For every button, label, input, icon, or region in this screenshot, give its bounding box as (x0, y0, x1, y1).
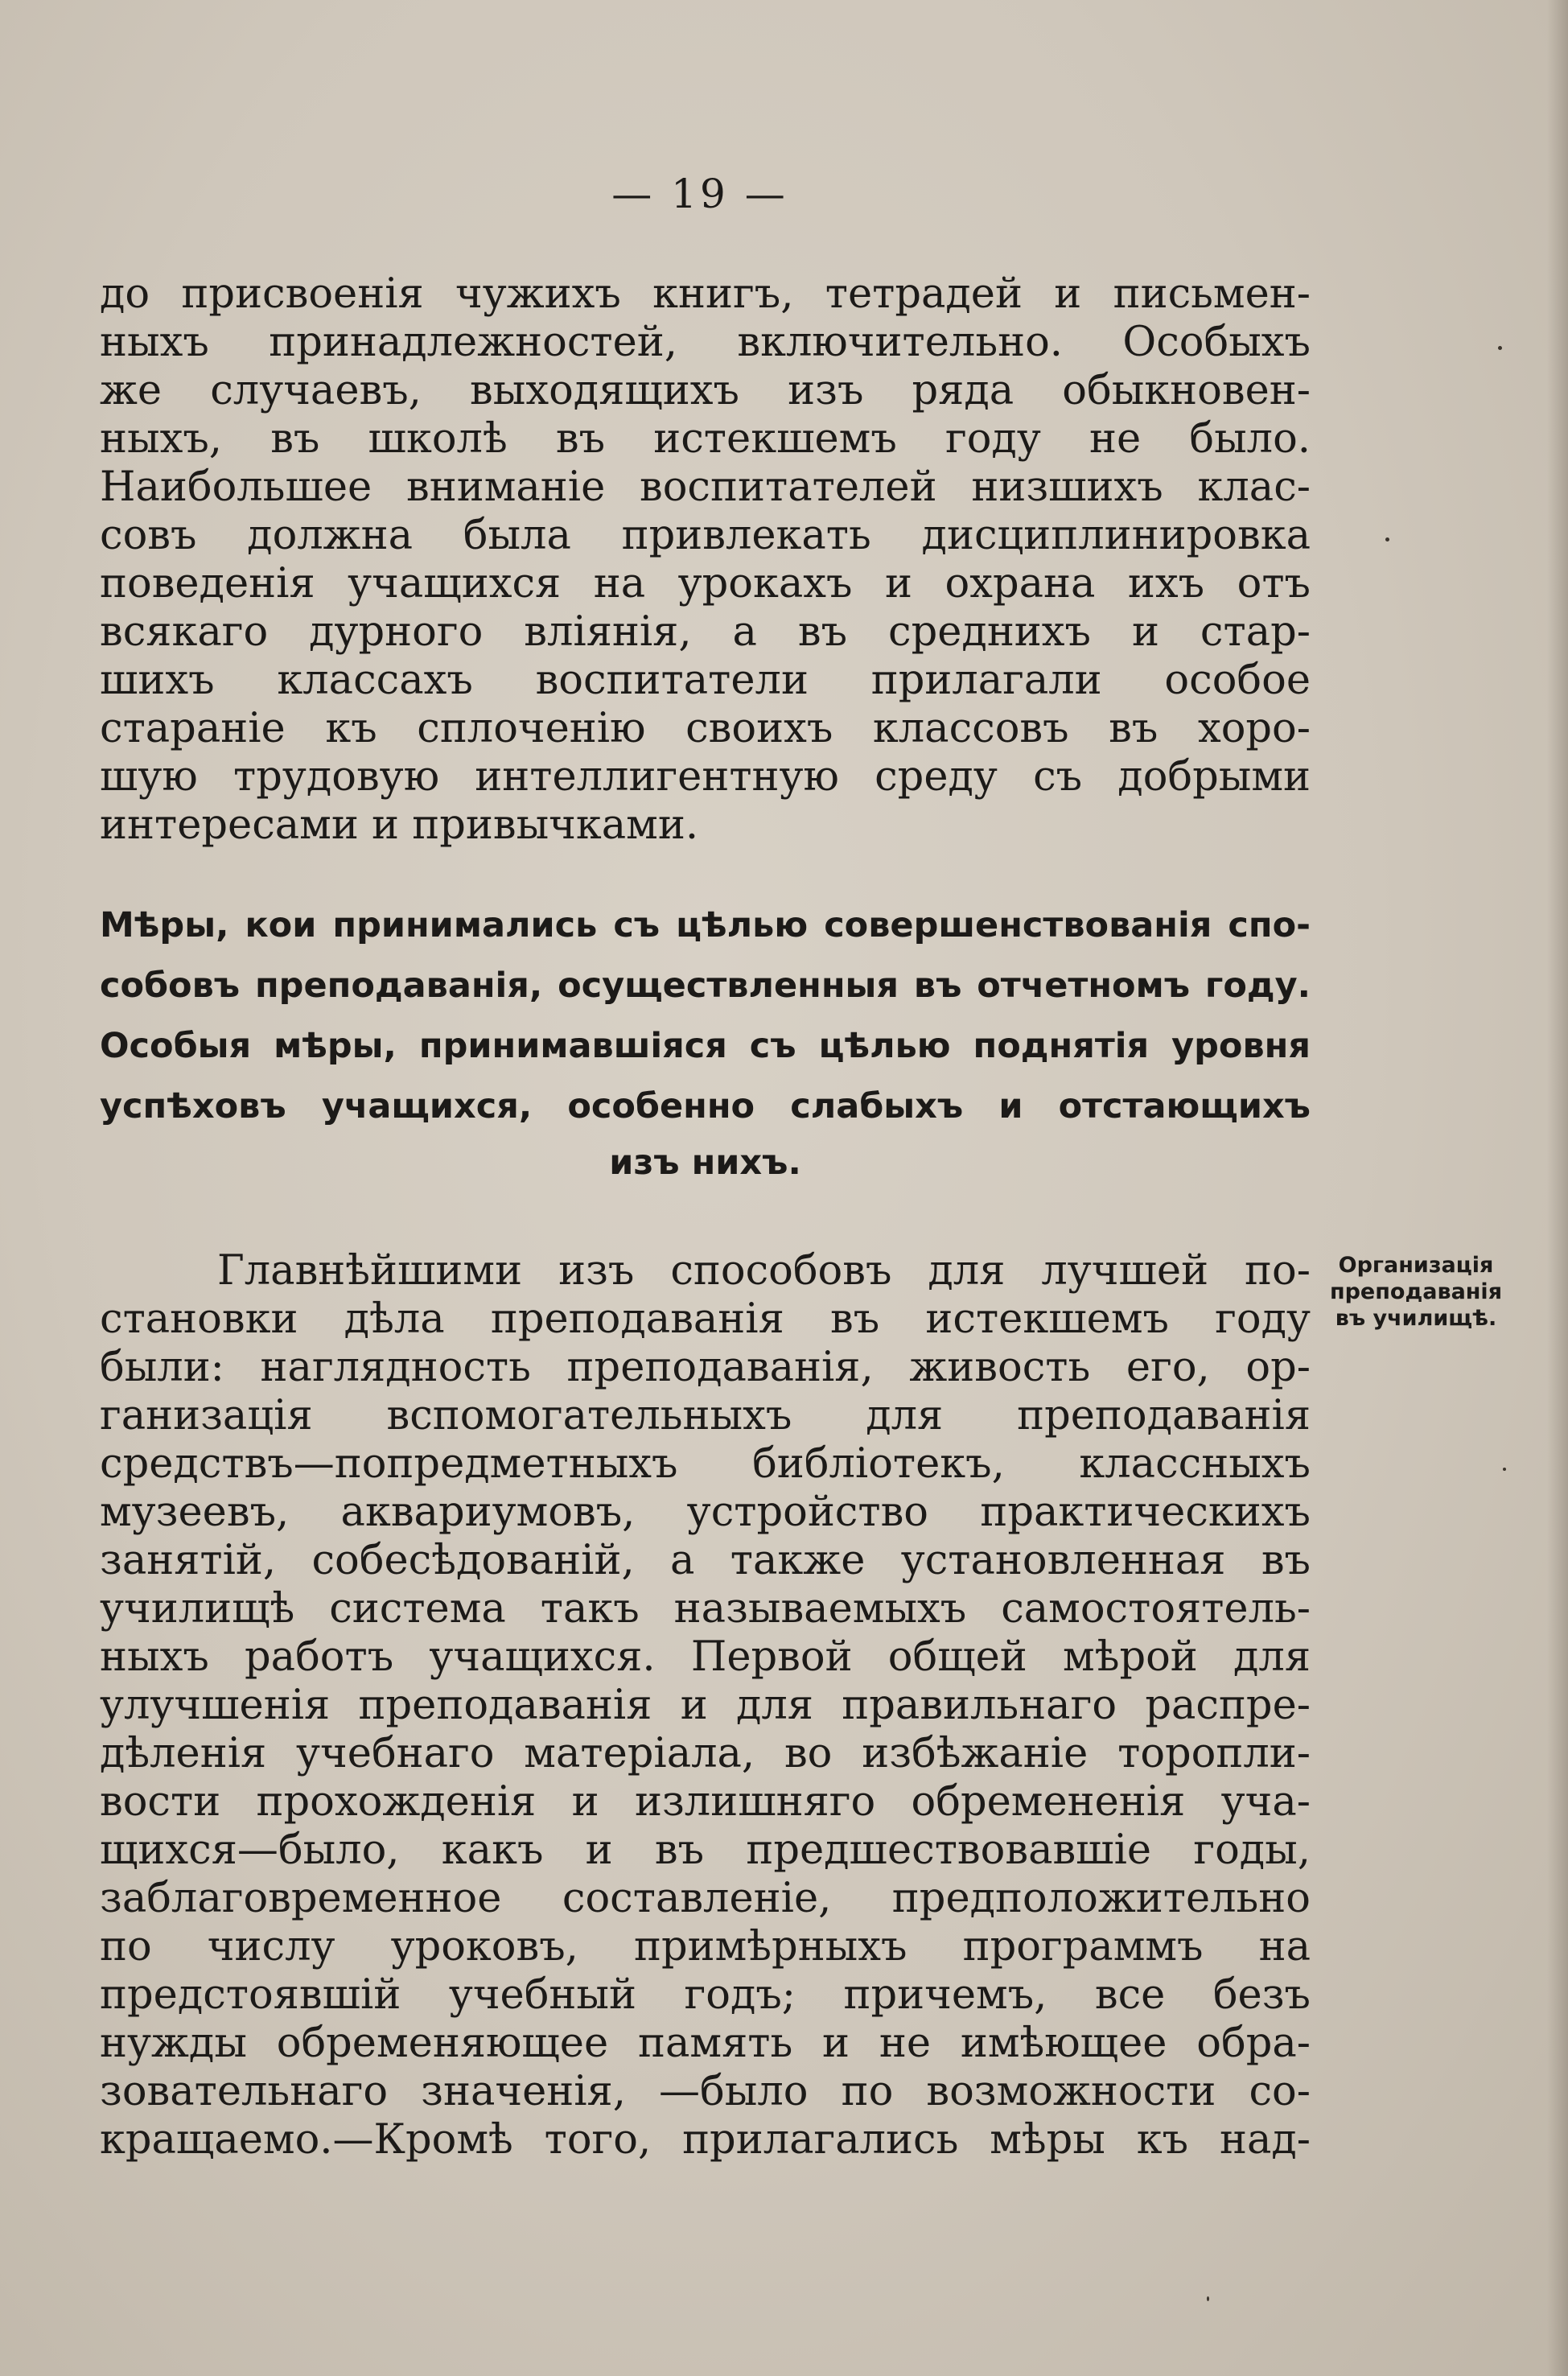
text-line: щихся—было, какъ и въ предшествовавшіе годы, (100, 1826, 1311, 1874)
text-line: шихъ классахъ воспитатели прилагали особое (100, 657, 1311, 704)
text-line: улучшенія преподаванія и для правильнаго распре- (100, 1682, 1311, 1729)
page-edge-shadow (1547, 0, 1568, 2376)
paper-speck (1498, 346, 1502, 350)
text-line: шую трудовую интеллигентную среду съ добрыми (100, 753, 1311, 801)
text-line: ныхъ работъ учащихся. Первой общей мѣрой для (100, 1633, 1311, 1681)
text-line: заблаговременное составленіе, предположительно (100, 1875, 1311, 1922)
text-line: вости прохожденія и излишняго обремененія уча- (100, 1778, 1311, 1826)
text-line: всякаго дурного вліянія, а въ среднихъ и стар- (100, 608, 1311, 656)
heading-line: Особыя мѣры, принимавшіяся съ цѣлью поднятія уровня (100, 1026, 1311, 1066)
text-line: нужды обременяющее память и не имѣющее обра- (100, 2020, 1311, 2067)
text-line: становки дѣла преподаванія въ истекшемъ году (100, 1295, 1311, 1343)
text-line: зовательнаго значенія, —было по возможности со- (100, 2068, 1311, 2115)
margin-note (1319, 1252, 1512, 1332)
text-line: же случаевъ, выходящихъ изъ ряда обыкновен- (100, 367, 1311, 414)
page-number: — 19 — (611, 171, 788, 217)
paper-speck (1207, 2296, 1209, 2301)
text-line: интересами и привычками. (100, 801, 699, 849)
heading-line: Мѣры, кои принимались съ цѣлью совершенствованія спо- (100, 905, 1311, 945)
text-line: училищѣ система такъ называемыхъ самостоятель- (100, 1585, 1311, 1633)
heading-line: собовъ преподаванія, осуществленныя въ отчетномъ году. (100, 966, 1311, 1006)
text-line: кращаемо.—Кромѣ того, прилагались мѣры къ над- (100, 2116, 1311, 2164)
text-line: Главнѣйшими изъ способовъ для лучшей по- (217, 1247, 1311, 1295)
text-line: занятій, собесѣдованій, а также установленная въ (100, 1537, 1311, 1584)
text-line: поведенія учащихся на урокахъ и охрана ихъ отъ (100, 560, 1311, 607)
text-line: ныхъ принадлежностей, включительно. Особыхъ (100, 319, 1311, 366)
paper-speck (1503, 1468, 1506, 1471)
text-line: музеевъ, аквариумовъ, устройство практическихъ (100, 1489, 1311, 1536)
text-line: ганизація вспомогательныхъ для преподаванія (100, 1392, 1311, 1439)
heading-line: изъ нихъ. (609, 1143, 801, 1183)
margin-note-line: въ училищѣ. (1335, 1306, 1497, 1331)
margin-note-line: преподаванія (1329, 1279, 1503, 1304)
text-line: до присвоенія чужихъ книгъ, тетрадей и письмен- (100, 270, 1311, 318)
text-line: ныхъ, въ школѣ въ истекшемъ году не было. (100, 415, 1311, 463)
heading-line: успѣховъ учащихся, особенно слабыхъ и отстающихъ (100, 1086, 1311, 1126)
text-line: средствъ—попредметныхъ библіотекъ, классныхъ (100, 1440, 1311, 1488)
text-line: совъ должна была привлекать дисциплинировка (100, 512, 1311, 559)
text-line: дѣленія учебнаго матеріала, во избѣжаніе торопли- (100, 1730, 1311, 1777)
text-line: стараніе къ сплоченію своихъ классовъ въ хоро- (100, 705, 1311, 752)
paper-speck (1385, 537, 1389, 541)
text-line: были: наглядность преподаванія, живость его, ор- (100, 1344, 1311, 1391)
margin-note-line: Организація (1338, 1253, 1494, 1278)
text-line: Наибольшее вниманіе воспитателей низшихъ клас- (100, 463, 1311, 511)
text-line: предстоявшій учебный годъ; причемъ, все безъ (100, 1971, 1311, 2019)
text-line: по числу уроковъ, примѣрныхъ программъ на (100, 1923, 1311, 1970)
